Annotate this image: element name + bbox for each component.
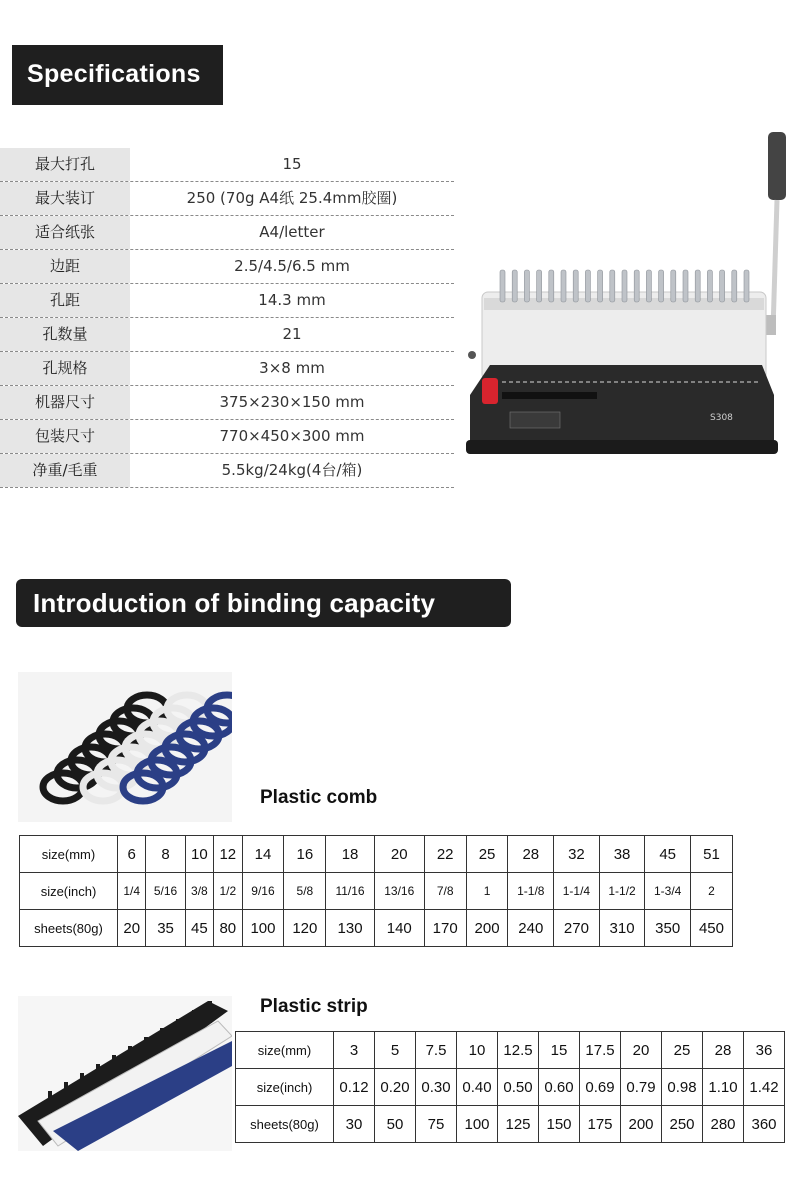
table-cell: 30 [334,1106,375,1143]
machine-punch-tooth [512,270,517,302]
table-cell: 1-1/4 [554,873,600,910]
spec-label: 适合纸张 [0,216,130,249]
machine-punch-tooth [671,270,676,302]
table-cell: 18 [326,836,375,873]
table-cell: 0.20 [375,1069,416,1106]
strip-tooth [112,1055,116,1077]
table-cell: 8 [146,836,185,873]
table-cell: 25 [662,1032,703,1069]
strip-tooth [144,1037,148,1059]
machine-punch-tooth [549,270,554,302]
machine-punch-tooth [598,270,603,302]
table-cell: 12.5 [498,1032,539,1069]
spec-label: 净重/毛重 [0,454,130,487]
table-cell: 22 [424,836,466,873]
strip-tooth [64,1082,68,1104]
machine-punch-tooth [634,270,639,302]
strip-tooth [192,1010,196,1032]
machine-punch-tooth [561,270,566,302]
table-cell: 5 [375,1032,416,1069]
table-cell: 10 [185,836,213,873]
table-cell: 15 [539,1032,580,1069]
spec-row [0,318,454,352]
table-cell: 51 [690,836,732,873]
table-cell: 20 [118,910,146,947]
table-cell: 14 [242,836,284,873]
row-header: sheets(80g) [20,910,118,947]
table-cell: 20 [374,836,424,873]
spec-label: 最大装订 [0,182,130,215]
table-cell: 28 [508,836,554,873]
machine-punch-tooth [707,270,712,302]
table-cell: 1-1/8 [508,873,554,910]
table-cell: 75 [416,1106,457,1143]
spec-label: 包装尺寸 [0,420,130,453]
table-cell: 120 [284,910,326,947]
table-cell: 80 [214,910,242,947]
table-cell: 0.69 [580,1069,621,1106]
row-header: size(inch) [236,1069,334,1106]
table-cell: 0.60 [539,1069,580,1106]
spec-value: 770×450×300 mm [219,427,365,445]
spec-row [0,352,454,386]
table-cell: 250 [662,1106,703,1143]
table-cell: 28 [703,1032,744,1069]
table-cell: 270 [554,910,600,947]
table-cell: 10 [457,1032,498,1069]
table-cell: 2 [690,873,732,910]
table-cell: 0.12 [334,1069,375,1106]
table-cell: 360 [744,1106,785,1143]
table-cell: 45 [185,910,213,947]
specifications-heading: Specifications [12,45,223,105]
spec-row [0,454,454,488]
table-cell: 170 [424,910,466,947]
table-cell: 0.40 [457,1069,498,1106]
spec-table [0,148,454,488]
plastic-strip-capacity-table [235,1031,785,1143]
plastic-comb-capacity-table [19,835,733,947]
spec-value: 14.3 mm [258,291,326,309]
plastic-comb-title: Plastic comb [260,787,378,808]
table-cell: 1-1/2 [599,873,645,910]
strip-tooth [208,1001,212,1023]
row-header: size(mm) [236,1032,334,1069]
table-cell: 150 [539,1106,580,1143]
machine-punch-tooth [720,270,725,302]
spec-label: 边距 [0,250,130,283]
table-cell: 280 [703,1106,744,1143]
table-cell: 35 [146,910,185,947]
table-cell: 32 [554,836,600,873]
table-cell: 350 [645,910,691,947]
table-cell: 5/8 [284,873,326,910]
machine-punch-tooth [573,270,578,302]
table-cell: 17.5 [580,1032,621,1069]
machine-punch-tooth [622,270,627,302]
row-header: size(inch) [20,873,118,910]
table-cell: 0.30 [416,1069,457,1106]
spec-row [0,250,454,284]
spec-value: 250 (70g A4纸 25.4mm胶圈) [186,189,398,207]
binding-capacity-heading: Introduction of binding capacity [16,579,511,627]
table-cell: 38 [599,836,645,873]
table-cell: 12 [214,836,242,873]
strip-tooth [48,1091,52,1113]
table-cell: 1/2 [214,873,242,910]
machine-punch-tooth [744,270,749,302]
spec-value: 375×230×150 mm [219,393,365,411]
machine-punch-tooth [524,270,529,302]
table-cell: 310 [599,910,645,947]
table-cell: 450 [690,910,732,947]
machine-punch-tooth [695,270,700,302]
table-cell: 100 [457,1106,498,1143]
table-cell: 20 [621,1032,662,1069]
machine-punch-tooth [732,270,737,302]
table-cell: 13/16 [374,873,424,910]
spec-row [0,182,454,216]
machine-punch-tooth [585,270,590,302]
machine-handle-grip [768,132,786,200]
spec-row [0,284,454,318]
table-cell: 1-3/4 [645,873,691,910]
spec-label: 孔规格 [0,352,130,385]
table-cell: 130 [326,910,375,947]
table-cell: 125 [498,1106,539,1143]
spec-row [0,148,454,182]
row-header: size(mm) [20,836,118,873]
table-cell: 36 [744,1032,785,1069]
table-cell: 1 [466,873,508,910]
table-cell: 25 [466,836,508,873]
table-cell: 1.42 [744,1069,785,1106]
strip-tooth [176,1019,180,1041]
table-cell: 1.10 [703,1069,744,1106]
row-header: sheets(80g) [236,1106,334,1143]
table-cell: 240 [508,910,554,947]
machine-punch-tooth [500,270,505,302]
strip-tooth [80,1073,84,1095]
table-cell: 11/16 [326,873,375,910]
table-cell: 50 [375,1106,416,1143]
table-cell: 16 [284,836,326,873]
table-cell: 5/16 [146,873,185,910]
table-cell: 200 [466,910,508,947]
table-cell: 7.5 [416,1032,457,1069]
machine-punch-tooth [683,270,688,302]
spec-value: 5.5kg/24kg(4台/箱) [221,461,363,479]
table-cell: 3/8 [185,873,213,910]
spec-value: 3×8 mm [259,359,325,377]
machine-punch-tooth [610,270,615,302]
table-cell: 7/8 [424,873,466,910]
spec-row [0,386,454,420]
spec-label: 孔距 [0,284,130,317]
strip-tooth [160,1028,164,1050]
machine-model-label: S308 [710,413,733,423]
table-cell: 0.50 [498,1069,539,1106]
spec-value: 21 [282,325,302,343]
strip-tooth [128,1046,132,1068]
margin-selector-knob [482,378,498,404]
machine-punch-tooth [646,270,651,302]
spec-label: 机器尺寸 [0,386,130,419]
table-cell: 3 [334,1032,375,1069]
table-cell: 175 [580,1106,621,1143]
spec-value: 2.5/4.5/6.5 mm [234,257,350,275]
plastic-strip-photo [18,996,232,1151]
table-cell: 1/4 [118,873,146,910]
spec-value: 15 [282,155,302,173]
table-cell: 6 [118,836,146,873]
plastic-strip-title: Plastic strip [260,996,368,1017]
table-cell: 0.79 [621,1069,662,1106]
table-cell: 100 [242,910,284,947]
table-cell: 0.98 [662,1069,703,1106]
table-cell: 45 [645,836,691,873]
machine-punch-tooth [659,270,664,302]
table-cell: 200 [621,1106,662,1143]
table-cell: 140 [374,910,424,947]
binding-machine-image [462,130,792,470]
plastic-comb-photo [18,672,232,822]
spec-label: 孔数量 [0,318,130,351]
spec-label: 最大打孔 [0,148,130,181]
spec-value: A4/letter [259,223,325,241]
spec-row [0,216,454,250]
strip-tooth [96,1064,100,1086]
table-cell: 9/16 [242,873,284,910]
spec-row [0,420,454,454]
machine-punch-tooth [537,270,542,302]
